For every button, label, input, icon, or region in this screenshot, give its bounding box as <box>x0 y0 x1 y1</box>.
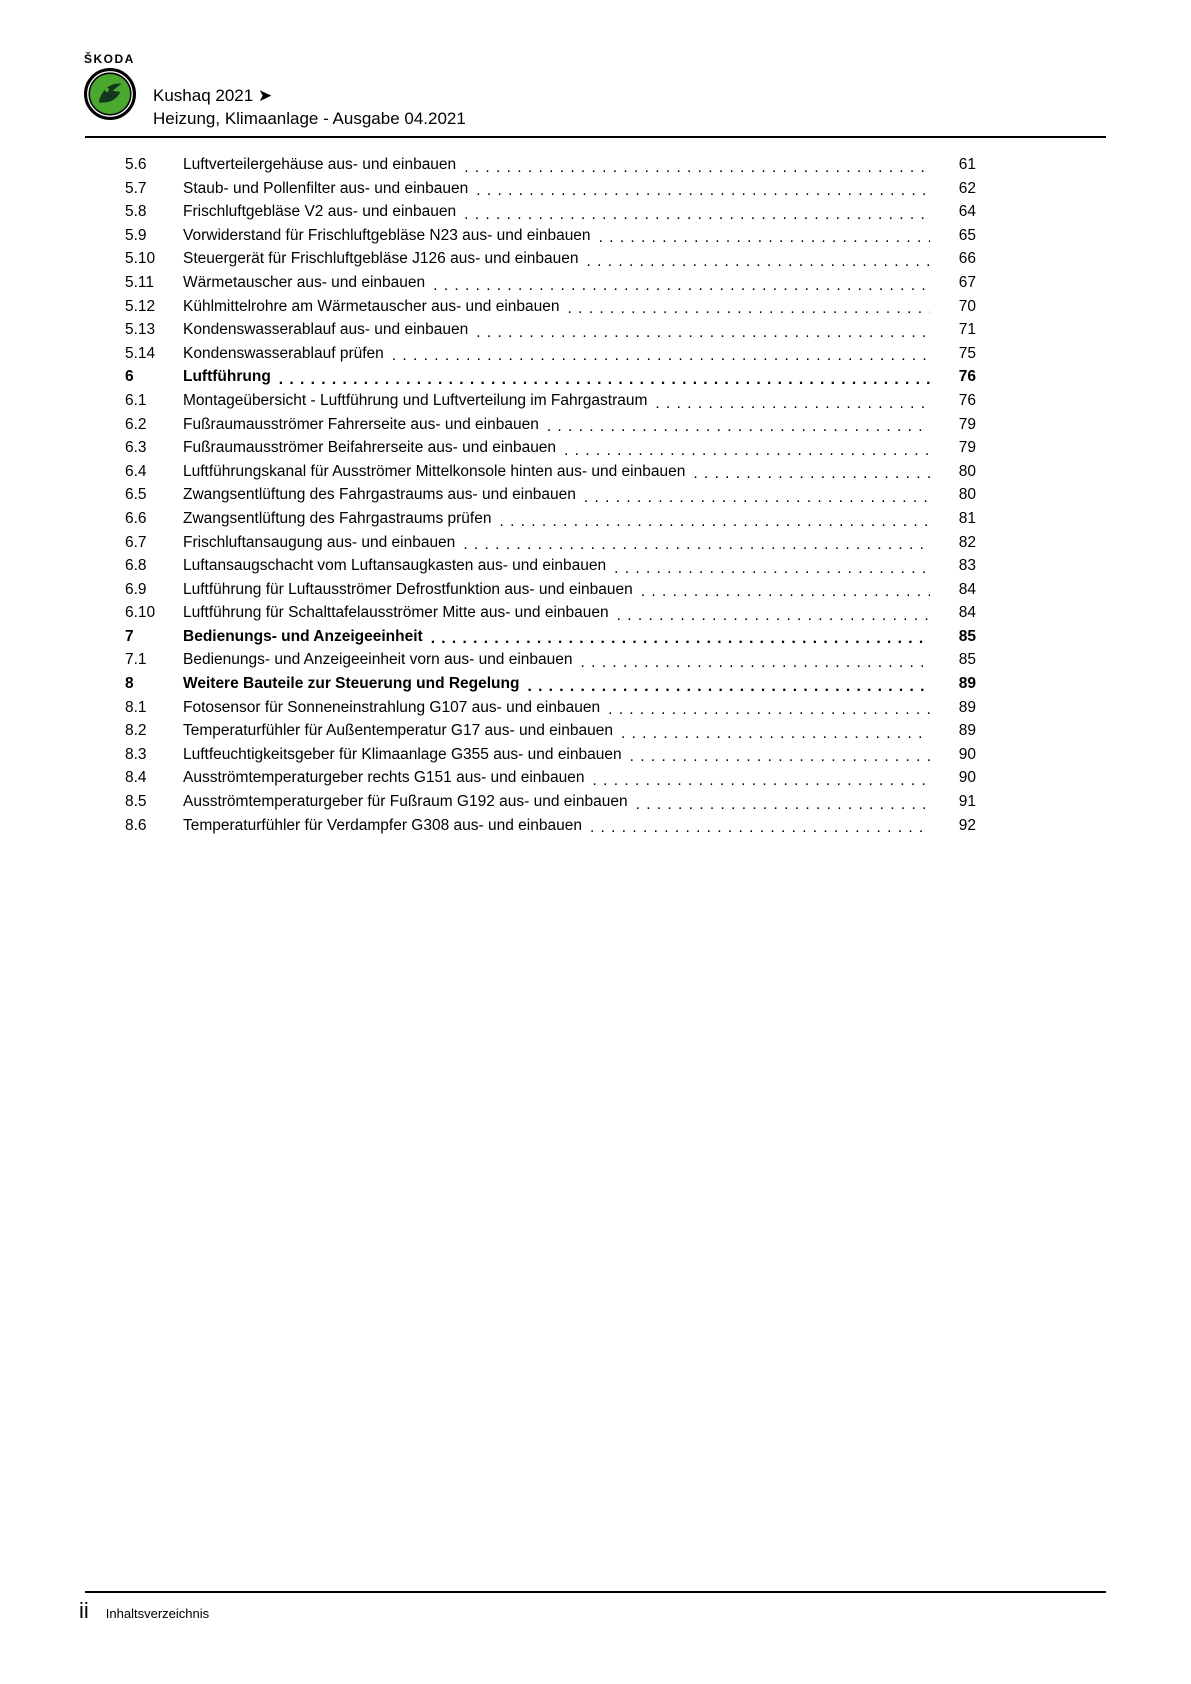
toc-entry-number: 5.14 <box>125 344 156 362</box>
toc-entry-title: Ausströmtemperaturgeber rechts G151 aus- und einbauen <box>183 769 585 787</box>
toc-dot-leader <box>630 746 930 770</box>
toc-dot-leader <box>587 250 931 274</box>
toc-entry-title: Fotosensor für Sonneneinstrahlung G107 aus- und einbauen <box>183 698 601 716</box>
toc-entry <box>125 274 976 298</box>
toc-dot-leader <box>655 392 930 416</box>
toc-entry-title: Zwangsentlüftung des Fahrgastraums aus- und einbauen <box>183 486 576 504</box>
toc-dot-leader <box>621 722 930 746</box>
toc-entry-title: Temperaturfühler für Außentemperatur G17 aus- und einbauen <box>183 722 613 740</box>
header-doc-title: Heizung, Klimaanlage - Ausgabe 04.2021 <box>153 109 466 128</box>
toc-entry <box>125 298 976 322</box>
toc-entry <box>125 628 976 652</box>
footer-label: Inhaltsverzeichnis <box>105 1606 210 1621</box>
toc-entry-title: Fußraumausströmer Beifahrerseite aus- und einbauen <box>183 439 557 457</box>
toc-entry <box>125 581 976 605</box>
toc-dot-leader <box>476 180 930 204</box>
toc-entry-number: 5.11 <box>125 273 155 291</box>
toc-entry <box>125 510 976 534</box>
toc-dot-leader <box>564 439 930 463</box>
toc-entry-title: Fußraumausströmer Fahrerseite aus- und einbauen <box>183 415 539 433</box>
toc-dot-leader <box>693 463 930 487</box>
toc-dot-leader <box>279 368 930 392</box>
toc-entry-title: Wärmetauscher aus- und einbauen <box>183 273 426 291</box>
toc-dot-leader <box>590 817 930 841</box>
toc-dot-leader <box>431 628 930 652</box>
toc-entry-title: Steuergerät für Frischluftgebläse J126 aus- und einbauen <box>183 250 579 268</box>
toc-entry-number: 6.10 <box>125 604 156 622</box>
toc-entry <box>125 651 976 675</box>
toc-entry-title: Vorwiderstand für Frischluftgebläse N23 aus- und einbauen <box>183 226 591 244</box>
toc-entry-number: 6 <box>125 368 134 386</box>
toc-entry-page: 65 <box>958 226 976 244</box>
toc-dot-leader <box>599 227 930 251</box>
toc-entry <box>125 227 976 251</box>
skoda-logo-icon <box>84 68 136 120</box>
toc-entry-number: 5.8 <box>125 203 147 221</box>
toc-entry-number: 6.2 <box>125 415 147 433</box>
toc-entry-page: 89 <box>958 675 976 693</box>
toc-entry-page: 92 <box>958 816 976 834</box>
toc-entry-title: Luftansaugschacht vom Luftansaugkasten aus- und einbauen <box>183 557 607 575</box>
toc-entry-page: 80 <box>958 486 976 504</box>
toc-entry-title: Frischluftansaugung aus- und einbauen <box>183 533 456 551</box>
toc-entry-page: 66 <box>958 250 976 268</box>
toc-dot-leader <box>463 534 930 558</box>
toc-entry-number: 6.3 <box>125 439 147 457</box>
toc-entry-number: 5.6 <box>125 156 147 173</box>
toc-entry-page: 90 <box>958 745 976 763</box>
toc-entry <box>125 180 976 204</box>
skoda-brand-text: ŠKODA <box>84 52 135 66</box>
toc-entry-title: Weitere Bauteile zur Steuerung und Regelung <box>183 675 520 693</box>
toc-entry-title: Frischluftgebläse V2 aus- und einbauen <box>183 203 457 221</box>
toc-entry-page: 70 <box>958 297 976 315</box>
toc-entry-page: 71 <box>958 321 976 339</box>
toc-entry <box>125 486 976 510</box>
toc-dot-leader <box>464 156 930 180</box>
toc-entry-page: 76 <box>958 391 976 409</box>
toc-entry-title: Luftführung <box>183 368 271 386</box>
toc-dot-leader <box>547 416 930 440</box>
footer-page-number: ii <box>79 1598 89 1623</box>
toc-entry <box>125 156 976 180</box>
toc-entry-page: 89 <box>958 722 976 740</box>
toc-entry-page: 75 <box>958 344 976 362</box>
toc-entry-page: 90 <box>958 769 976 787</box>
toc-dot-leader <box>608 699 930 723</box>
toc-entry <box>125 675 976 699</box>
toc-entry-page: 85 <box>958 651 976 669</box>
toc-entry <box>125 250 976 274</box>
toc-entry-page: 81 <box>958 509 976 527</box>
toc-entry-title: Kondenswasserablauf aus- und einbauen <box>183 321 469 339</box>
toc-entry-page: 62 <box>958 179 976 197</box>
toc-entry-page: 83 <box>958 557 976 575</box>
toc-entry-number: 5.7 <box>125 179 147 197</box>
toc-entry <box>125 604 976 628</box>
toc-entry <box>125 416 976 440</box>
toc-entry-number: 7 <box>125 627 134 645</box>
toc-entry-number: 6.4 <box>125 462 147 480</box>
toc-entry-title: Luftführungskanal für Ausströmer Mittelkonsole hinten aus- und einbauen <box>183 462 686 480</box>
toc-entry-title: Ausströmtemperaturgeber für Fußraum G192 aus- und einbauen <box>183 793 628 811</box>
toc-entry-page: 84 <box>958 604 976 622</box>
toc-entry-page: 76 <box>958 368 976 386</box>
toc-entry-title: Luftführung für Schalttafelausströmer Mitte aus- und einbauen <box>183 604 609 622</box>
header-model: Kushaq 2021 ➤ <box>153 86 273 105</box>
toc-entry-page: 82 <box>958 533 976 551</box>
toc-entry-page: 80 <box>958 462 976 480</box>
toc-entry-title: Luftführung für Luftausströmer Defrostfunktion aus- und einbauen <box>183 580 633 598</box>
toc-entry-page: 84 <box>958 580 976 598</box>
toc-dot-leader <box>641 581 930 605</box>
toc-entry <box>125 321 976 345</box>
toc-entry-page: 91 <box>958 793 976 811</box>
toc-entry-number: 6.9 <box>125 580 147 598</box>
toc-entry-page: 89 <box>958 698 976 716</box>
footer-divider <box>85 1591 1106 1593</box>
toc-entry-number: 5.12 <box>125 297 156 315</box>
toc-dot-leader <box>499 510 930 534</box>
toc-entry <box>125 203 976 227</box>
toc-entry-number: 5.9 <box>125 226 147 244</box>
toc-entry-title: Bedienungs- und Anzeigeeinheit <box>183 627 423 645</box>
toc-entry <box>125 345 976 369</box>
toc-entry <box>125 534 976 558</box>
toc-entry-number: 6.8 <box>125 557 147 575</box>
toc-entry-number: 6.1 <box>125 391 147 409</box>
toc-entry <box>125 699 976 723</box>
toc-dot-leader <box>568 298 931 322</box>
toc-dot-leader <box>527 675 930 699</box>
toc-entry-title: Zwangsentlüftung des Fahrgastraums prüfen <box>183 509 492 527</box>
toc-entry-title: Luftverteilergehäuse aus- und einbauen <box>183 156 457 173</box>
toc-dot-leader <box>614 557 930 581</box>
header-divider <box>85 136 1106 138</box>
toc-entry-number: 8.4 <box>125 769 147 787</box>
toc-entry-title: Staub- und Pollenfilter aus- und einbauen <box>183 179 469 197</box>
toc-entry <box>125 746 976 770</box>
toc-entry-title: Kondenswasserablauf prüfen <box>183 344 384 362</box>
toc-entry-number: 7.1 <box>125 651 147 669</box>
toc-entry-number: 8.3 <box>125 745 147 763</box>
toc-entry-page: 64 <box>958 203 976 221</box>
toc-dot-leader <box>584 486 930 510</box>
toc-entry <box>125 817 976 841</box>
toc-entry-title: Temperaturfühler für Verdampfer G308 aus- und einbauen <box>183 816 582 834</box>
page-footer <box>79 1598 209 1624</box>
toc-entry <box>125 722 976 746</box>
toc-entry-title: Kühlmittelrohre am Wärmetauscher aus- und einbauen <box>183 297 560 315</box>
toc-entry-number: 6.6 <box>125 509 147 527</box>
toc-entry-title: Montageübersicht - Luftführung und Luftverteilung im Fahrgastraum <box>183 391 648 409</box>
table-of-contents <box>125 156 976 840</box>
toc-dot-leader <box>464 203 930 227</box>
toc-entry <box>125 439 976 463</box>
toc-entry <box>125 463 976 487</box>
toc-dot-leader <box>593 769 930 793</box>
toc-dot-leader <box>392 345 930 369</box>
toc-entry <box>125 392 976 416</box>
toc-entry-page: 79 <box>958 415 976 433</box>
toc-entry-title: Bedienungs- und Anzeigeeinheit vorn aus- und einbauen <box>183 651 573 669</box>
toc-entry-page: 79 <box>958 439 976 457</box>
toc-dot-leader <box>617 604 930 628</box>
toc-entry <box>125 557 976 581</box>
toc-entry-number: 8.2 <box>125 722 147 740</box>
toc-entry-number: 8 <box>125 675 134 693</box>
skoda-logo <box>84 52 144 120</box>
toc-dot-leader <box>476 321 930 345</box>
toc-entry-number: 5.10 <box>125 250 156 268</box>
toc-entry-number: 8.5 <box>125 793 147 811</box>
toc-entry-title: Luftfeuchtigkeitsgeber für Klimaanlage G355 aus- und einbauen <box>183 745 622 763</box>
toc-entry-number: 6.5 <box>125 486 147 504</box>
toc-entry <box>125 368 976 392</box>
toc-entry <box>125 769 976 793</box>
toc-entry-page: 61 <box>958 156 976 173</box>
toc-entry-number: 8.6 <box>125 816 147 834</box>
toc-entry-number: 6.7 <box>125 533 147 551</box>
page-header <box>153 84 466 130</box>
toc-dot-leader <box>636 793 930 817</box>
toc-dot-leader <box>581 651 930 675</box>
toc-entry-page: 67 <box>958 273 976 291</box>
toc-entry-number: 5.13 <box>125 321 156 339</box>
toc-dot-leader <box>433 274 930 298</box>
toc-entry-page: 85 <box>958 627 976 645</box>
toc-entry <box>125 793 976 817</box>
toc-entry-number: 8.1 <box>125 698 147 716</box>
